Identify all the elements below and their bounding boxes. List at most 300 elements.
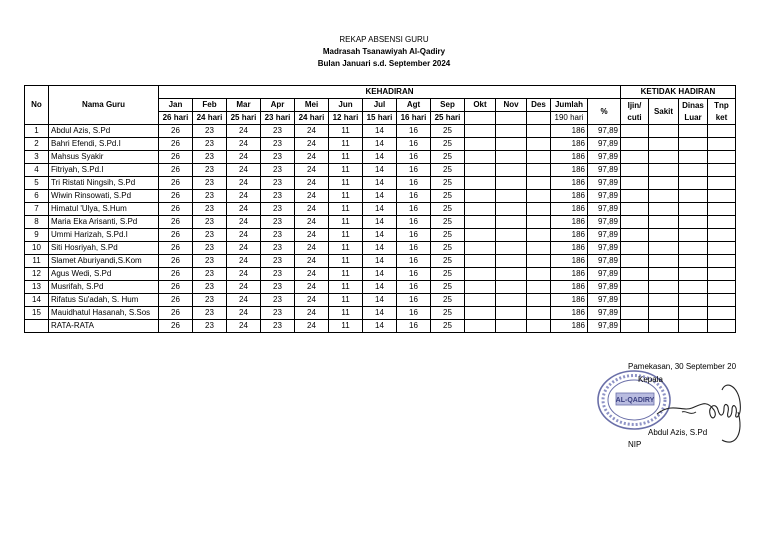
- header-absence-line1: Dinas: [682, 100, 704, 110]
- header-kehadiran: KEHADIRAN: [159, 86, 621, 99]
- month-value: [527, 177, 551, 190]
- month-value: [527, 138, 551, 151]
- month-value: 23: [261, 307, 295, 320]
- month-value: 16: [397, 281, 431, 294]
- month-value: [527, 307, 551, 320]
- row-number: 10: [25, 242, 49, 255]
- absence-cell: [649, 216, 679, 229]
- header-absence-line2: ket: [715, 112, 728, 122]
- header-month: Jun: [329, 99, 363, 112]
- jumlah-value: 186: [551, 164, 588, 177]
- absence-cell: [649, 229, 679, 242]
- month-value: [496, 190, 527, 203]
- month-value: 16: [397, 320, 431, 333]
- month-value: 25: [431, 255, 465, 268]
- teacher-name: Slamet Aburiyandi,S.Kom: [49, 255, 159, 268]
- absence-cell: [621, 125, 649, 138]
- absence-cell: [621, 151, 649, 164]
- month-value: [465, 242, 496, 255]
- absence-cell: [679, 138, 708, 151]
- absence-cell: [679, 242, 708, 255]
- teacher-name: Fitriyah, S.Pd.I: [49, 164, 159, 177]
- month-value: 26: [159, 164, 193, 177]
- percent-value: 97,89: [588, 242, 621, 255]
- percent-value: 97,89: [588, 151, 621, 164]
- month-value: 25: [431, 203, 465, 216]
- absence-cell: [708, 190, 736, 203]
- month-value: 16: [397, 268, 431, 281]
- header-month: Agt: [397, 99, 431, 112]
- table-row: [25, 229, 736, 242]
- month-value: [496, 320, 527, 333]
- month-value: [496, 255, 527, 268]
- month-value: 24: [295, 151, 329, 164]
- month-value: 16: [397, 229, 431, 242]
- absence-cell: [679, 268, 708, 281]
- jumlah-value: 186: [551, 242, 588, 255]
- month-value: [496, 125, 527, 138]
- month-value: 26: [159, 151, 193, 164]
- absence-cell: [679, 177, 708, 190]
- month-value: 26: [159, 203, 193, 216]
- absence-cell: [621, 164, 649, 177]
- month-value: [496, 164, 527, 177]
- row-number: 1: [25, 125, 49, 138]
- jumlah-value: 186: [551, 307, 588, 320]
- month-value: 26: [159, 229, 193, 242]
- month-value: 14: [363, 203, 397, 216]
- percent-value: 97,89: [588, 294, 621, 307]
- month-value: 11: [329, 281, 363, 294]
- month-value: [496, 307, 527, 320]
- month-value: [496, 203, 527, 216]
- month-value: [465, 281, 496, 294]
- month-value: [496, 216, 527, 229]
- month-value: 25: [431, 125, 465, 138]
- month-value: [465, 294, 496, 307]
- report-header: [0, 34, 768, 70]
- percent-value: 97,89: [588, 216, 621, 229]
- absence-cell: [649, 125, 679, 138]
- absence-cell: [708, 281, 736, 294]
- month-value: 25: [431, 281, 465, 294]
- absence-cell: [621, 138, 649, 151]
- absence-cell: [649, 164, 679, 177]
- percent-value: 97,89: [588, 190, 621, 203]
- month-value: 11: [329, 294, 363, 307]
- absence-cell: [679, 216, 708, 229]
- month-value: [496, 268, 527, 281]
- month-value: 23: [193, 320, 227, 333]
- percent-value: 97,89: [588, 203, 621, 216]
- month-value: 23: [193, 164, 227, 177]
- absence-cell: [679, 229, 708, 242]
- month-value: 24: [295, 138, 329, 151]
- month-value: 26: [159, 242, 193, 255]
- month-value: 23: [193, 255, 227, 268]
- row-number: 8: [25, 216, 49, 229]
- header-month-days: 15 hari: [363, 112, 397, 125]
- attendance-table: [24, 85, 736, 333]
- month-value: 16: [397, 138, 431, 151]
- header-month: Feb: [193, 99, 227, 112]
- header-absence: [679, 99, 708, 125]
- month-value: 23: [193, 242, 227, 255]
- month-value: 11: [329, 138, 363, 151]
- month-value: 16: [397, 125, 431, 138]
- month-value: 26: [159, 320, 193, 333]
- month-value: 25: [431, 320, 465, 333]
- absence-cell: [621, 281, 649, 294]
- absence-cell: [649, 281, 679, 294]
- month-value: 16: [397, 216, 431, 229]
- header-month: Jul: [363, 99, 397, 112]
- month-value: 25: [431, 242, 465, 255]
- month-value: 11: [329, 203, 363, 216]
- month-value: [527, 242, 551, 255]
- absence-cell: [649, 320, 679, 333]
- month-value: [465, 190, 496, 203]
- month-value: 24: [295, 190, 329, 203]
- percent-value: 97,89: [588, 164, 621, 177]
- month-value: 26: [159, 177, 193, 190]
- header-absence-line2: Luar: [684, 112, 702, 122]
- month-value: 24: [295, 307, 329, 320]
- absence-cell: [708, 177, 736, 190]
- table-row: [25, 307, 736, 320]
- month-value: 26: [159, 307, 193, 320]
- month-value: 14: [363, 138, 397, 151]
- header-month-days: 24 hari: [295, 112, 329, 125]
- absence-cell: [708, 125, 736, 138]
- month-value: 11: [329, 242, 363, 255]
- month-value: [465, 307, 496, 320]
- month-value: 23: [193, 294, 227, 307]
- month-value: 23: [193, 151, 227, 164]
- month-value: 16: [397, 242, 431, 255]
- month-value: 23: [261, 203, 295, 216]
- row-number: 4: [25, 164, 49, 177]
- absence-cell: [621, 203, 649, 216]
- school-name: Madrasah Tsanawiyah Al-Qadiry: [322, 47, 446, 56]
- absence-cell: [708, 138, 736, 151]
- month-value: 23: [193, 229, 227, 242]
- month-value: 14: [363, 151, 397, 164]
- month-value: 23: [193, 125, 227, 138]
- month-value: 24: [295, 229, 329, 242]
- month-value: 24: [227, 320, 261, 333]
- month-value: 24: [227, 281, 261, 294]
- absence-cell: [679, 203, 708, 216]
- row-number: [25, 320, 49, 333]
- teacher-name: Mahsus Syakir: [49, 151, 159, 164]
- absence-cell: [621, 242, 649, 255]
- month-value: [527, 255, 551, 268]
- percent-value: 97,89: [588, 229, 621, 242]
- month-value: 16: [397, 203, 431, 216]
- month-value: 26: [159, 268, 193, 281]
- month-value: 23: [261, 190, 295, 203]
- teacher-name: Himatul 'Ulya, S.Hum: [49, 203, 159, 216]
- absence-cell: [679, 307, 708, 320]
- month-value: 26: [159, 281, 193, 294]
- month-value: 24: [295, 164, 329, 177]
- absence-cell: [708, 307, 736, 320]
- jumlah-value: 186: [551, 294, 588, 307]
- month-value: [496, 151, 527, 164]
- month-value: [496, 229, 527, 242]
- month-value: [527, 268, 551, 281]
- header-month: Okt: [465, 99, 496, 112]
- signer-name: Abdul Azis, S.Pd: [648, 428, 708, 437]
- percent-value: 97,89: [588, 320, 621, 333]
- month-value: 23: [193, 307, 227, 320]
- header-absence-line1: Ijin/: [627, 100, 642, 110]
- month-value: 16: [397, 177, 431, 190]
- month-value: 24: [227, 151, 261, 164]
- month-value: 14: [363, 320, 397, 333]
- header-absence-line2: cuti: [627, 112, 642, 122]
- row-number: 3: [25, 151, 49, 164]
- month-value: 11: [329, 307, 363, 320]
- header-month: Jan: [159, 99, 193, 112]
- month-value: 14: [363, 268, 397, 281]
- month-value: 24: [227, 177, 261, 190]
- signer-role: Kepala: [638, 375, 663, 384]
- percent-value: 97,89: [588, 307, 621, 320]
- month-value: 16: [397, 307, 431, 320]
- month-value: 25: [431, 216, 465, 229]
- jumlah-value: 186: [551, 177, 588, 190]
- month-value: [527, 190, 551, 203]
- percent-value: 97,89: [588, 281, 621, 294]
- header-month-days: [496, 112, 527, 125]
- month-value: 11: [329, 164, 363, 177]
- absence-cell: [679, 294, 708, 307]
- header-no: No: [25, 86, 49, 125]
- month-value: 24: [227, 216, 261, 229]
- row-number: 13: [25, 281, 49, 294]
- month-value: 14: [363, 307, 397, 320]
- header-name: Nama Guru: [49, 86, 159, 125]
- header-month-days: 25 hari: [431, 112, 465, 125]
- month-value: 24: [295, 177, 329, 190]
- month-value: 16: [397, 164, 431, 177]
- header-month-days: 12 hari: [329, 112, 363, 125]
- month-value: 25: [431, 268, 465, 281]
- month-value: 14: [363, 190, 397, 203]
- row-number: 2: [25, 138, 49, 151]
- absence-cell: [621, 294, 649, 307]
- month-value: 24: [295, 268, 329, 281]
- header-month-days: [527, 112, 551, 125]
- absence-cell: [708, 151, 736, 164]
- absence-cell: [649, 307, 679, 320]
- month-value: [465, 151, 496, 164]
- month-value: 11: [329, 320, 363, 333]
- month-value: 24: [227, 255, 261, 268]
- header-absence: [708, 99, 736, 125]
- month-value: 16: [397, 190, 431, 203]
- month-value: 25: [431, 138, 465, 151]
- teacher-name: Musrifah, S.Pd: [49, 281, 159, 294]
- absence-cell: [621, 255, 649, 268]
- month-value: 14: [363, 255, 397, 268]
- nip-label: NIP: [628, 440, 642, 449]
- month-value: [465, 268, 496, 281]
- month-value: [527, 125, 551, 138]
- teacher-name: Wiwin Rinsowati, S.Pd: [49, 190, 159, 203]
- header-month-days: 23 hari: [261, 112, 295, 125]
- header-month-days: 25 hari: [227, 112, 261, 125]
- absence-cell: [679, 151, 708, 164]
- absence-cell: [649, 294, 679, 307]
- absence-cell: [621, 190, 649, 203]
- header-jumlah-days: 190 hari: [551, 112, 588, 125]
- month-value: 14: [363, 281, 397, 294]
- month-value: 24: [227, 138, 261, 151]
- header-month-days: 26 hari: [159, 112, 193, 125]
- absence-cell: [708, 216, 736, 229]
- header-month: Nov: [496, 99, 527, 112]
- month-value: 25: [431, 190, 465, 203]
- header-absence: [649, 99, 679, 125]
- month-value: [465, 255, 496, 268]
- month-value: 16: [397, 294, 431, 307]
- absence-cell: [708, 203, 736, 216]
- absence-cell: [679, 125, 708, 138]
- header-ketidakhadiran: KETIDAK HADIRAN: [621, 86, 736, 99]
- month-value: 24: [295, 255, 329, 268]
- header-absence: [621, 99, 649, 125]
- jumlah-value: 186: [551, 281, 588, 294]
- absence-cell: [621, 229, 649, 242]
- month-value: 26: [159, 138, 193, 151]
- table-row: [25, 190, 736, 203]
- jumlah-value: 186: [551, 203, 588, 216]
- jumlah-value: 186: [551, 151, 588, 164]
- absence-cell: [649, 151, 679, 164]
- month-value: 14: [363, 242, 397, 255]
- jumlah-value: 186: [551, 216, 588, 229]
- table-row: [25, 203, 736, 216]
- teacher-name: RATA-RATA: [49, 320, 159, 333]
- teacher-name: Rifatus Su'adah, S. Hum: [49, 294, 159, 307]
- month-value: 23: [261, 216, 295, 229]
- absence-cell: [679, 164, 708, 177]
- absence-cell: [649, 242, 679, 255]
- month-value: 14: [363, 229, 397, 242]
- absence-cell: [679, 320, 708, 333]
- absence-cell: [649, 190, 679, 203]
- absence-cell: [679, 281, 708, 294]
- svg-text:AL-QADIRY: AL-QADIRY: [615, 397, 655, 404]
- table-row: [25, 216, 736, 229]
- month-value: [465, 320, 496, 333]
- absence-cell: [649, 268, 679, 281]
- percent-value: 97,89: [588, 268, 621, 281]
- teacher-name: Agus Wedi, S.Pd: [49, 268, 159, 281]
- month-value: [465, 203, 496, 216]
- absence-cell: [708, 229, 736, 242]
- absence-cell: [708, 242, 736, 255]
- table-row: [25, 125, 736, 138]
- month-value: 23: [193, 268, 227, 281]
- month-value: 23: [193, 138, 227, 151]
- month-value: 23: [261, 268, 295, 281]
- month-value: 25: [431, 177, 465, 190]
- table-row: [25, 151, 736, 164]
- jumlah-value: 186: [551, 229, 588, 242]
- month-value: 11: [329, 268, 363, 281]
- row-number: 14: [25, 294, 49, 307]
- month-value: 23: [261, 164, 295, 177]
- month-value: [527, 229, 551, 242]
- absence-cell: [649, 255, 679, 268]
- absence-cell: [708, 255, 736, 268]
- month-value: [527, 320, 551, 333]
- month-value: [527, 294, 551, 307]
- header-month: Mei: [295, 99, 329, 112]
- month-value: 24: [295, 242, 329, 255]
- header-absence-line1: Sakit: [653, 106, 674, 116]
- month-value: 25: [431, 229, 465, 242]
- teacher-name: Abdul Azis, S.Pd: [49, 125, 159, 138]
- month-value: 14: [363, 216, 397, 229]
- month-value: 23: [261, 242, 295, 255]
- absence-cell: [649, 177, 679, 190]
- month-value: 24: [295, 281, 329, 294]
- header-month: Des: [527, 99, 551, 112]
- month-value: [496, 281, 527, 294]
- month-value: 23: [193, 177, 227, 190]
- month-value: 26: [159, 125, 193, 138]
- month-value: 24: [227, 125, 261, 138]
- teacher-name: Bahri Efendi, S.Pd.I: [49, 138, 159, 151]
- month-value: 24: [295, 203, 329, 216]
- header-percent: %: [588, 99, 621, 125]
- month-value: 14: [363, 164, 397, 177]
- month-value: [496, 138, 527, 151]
- month-value: [496, 294, 527, 307]
- percent-value: 97,89: [588, 177, 621, 190]
- teacher-name: Maria Eka Arisanti, S.Pd: [49, 216, 159, 229]
- month-value: 25: [431, 151, 465, 164]
- absence-cell: [679, 190, 708, 203]
- month-value: [527, 216, 551, 229]
- header-month-days: [465, 112, 496, 125]
- header-row-1: [25, 86, 736, 99]
- row-number: 9: [25, 229, 49, 242]
- month-value: 25: [431, 294, 465, 307]
- row-number: 15: [25, 307, 49, 320]
- month-value: 24: [227, 190, 261, 203]
- month-value: 23: [193, 190, 227, 203]
- table-row: [25, 281, 736, 294]
- jumlah-value: 186: [551, 138, 588, 151]
- table-row: [25, 268, 736, 281]
- month-value: 24: [227, 203, 261, 216]
- teacher-name: Siti Hosriyah, S.Pd: [49, 242, 159, 255]
- month-value: 26: [159, 255, 193, 268]
- month-value: [465, 138, 496, 151]
- handwritten-signature: [652, 372, 752, 457]
- month-value: 24: [295, 320, 329, 333]
- month-value: [527, 151, 551, 164]
- percent-value: 97,89: [588, 255, 621, 268]
- month-value: 16: [397, 151, 431, 164]
- month-value: 23: [193, 203, 227, 216]
